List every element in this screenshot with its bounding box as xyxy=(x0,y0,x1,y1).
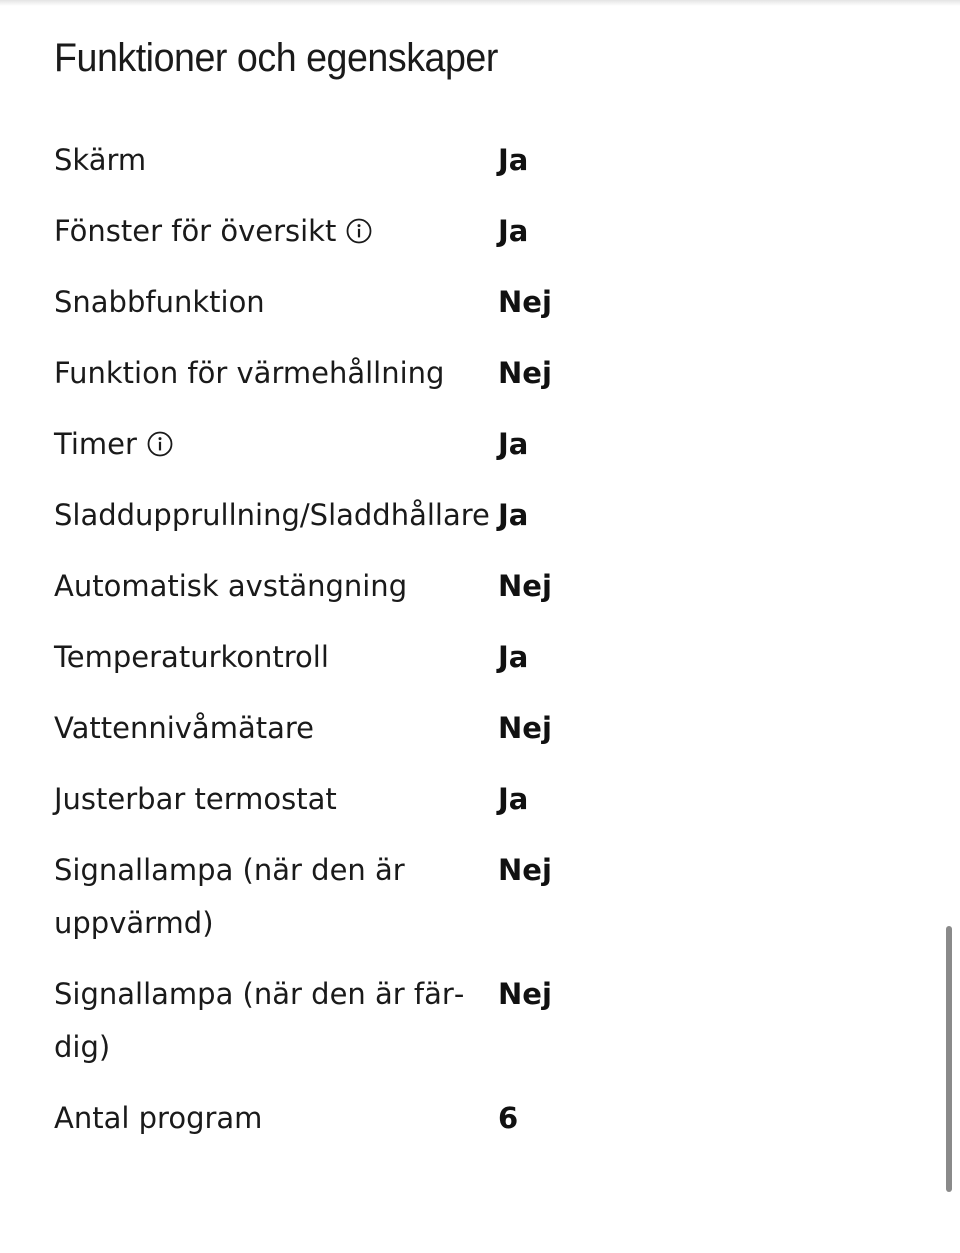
spec-value: Ja xyxy=(498,427,529,461)
spec-row-skarm xyxy=(54,130,914,201)
spec-row-antal-program xyxy=(54,1088,914,1159)
spec-label: Vattennivåmätare xyxy=(54,711,314,745)
spec-label: Skärm xyxy=(54,143,147,177)
spec-label: Temperaturkontroll xyxy=(54,640,329,674)
spec-value: Nej xyxy=(498,711,552,745)
spec-value: Nej xyxy=(498,285,552,319)
spec-label: Snabbfunktion xyxy=(54,285,265,319)
spec-label: Timer xyxy=(54,418,498,471)
info-circle-icon[interactable] xyxy=(147,431,173,457)
spec-label: Fönster för översikt xyxy=(54,205,498,258)
spec-value: Nej xyxy=(498,569,552,603)
spec-label: Funktion för värmehållning xyxy=(54,356,445,390)
spec-row-varmehallning xyxy=(54,343,914,414)
spec-row-signallampa-fardig xyxy=(54,964,914,1088)
info-circle-icon[interactable] xyxy=(346,218,372,244)
spec-value: Ja xyxy=(498,498,529,532)
spec-value: Nej xyxy=(498,356,552,390)
spec-value: Ja xyxy=(498,143,529,177)
spec-label: Sladdupprullning/Sladdhållare xyxy=(54,498,490,532)
spec-row-justerbar-termostat xyxy=(54,769,914,840)
spec-value: Nej xyxy=(498,977,552,1011)
spec-value: Ja xyxy=(498,782,529,816)
vertical-scrollbar[interactable] xyxy=(946,926,952,1192)
spec-value: Ja xyxy=(498,640,529,674)
spec-label: Signallampa (när den är färdig) xyxy=(54,977,465,1064)
spec-list xyxy=(54,130,914,1159)
spec-label: Automatisk avstängning xyxy=(54,569,408,603)
spec-row-signallampa-uppvarmd xyxy=(54,840,914,964)
top-divider-shadow xyxy=(0,0,960,6)
spec-value: Ja xyxy=(498,214,529,248)
spec-row-snabbfunktion xyxy=(54,272,914,343)
spec-value: 6 xyxy=(498,1101,519,1135)
spec-label: Signallampa (när den är uppvärmd) xyxy=(54,853,405,940)
spec-row-timer xyxy=(54,414,914,485)
section-title: Funktioner och egenskaper xyxy=(54,36,498,80)
spec-row-vattennivamatare xyxy=(54,698,914,769)
spec-row-temperaturkontroll xyxy=(54,627,914,698)
spec-row-automatisk-avstangning xyxy=(54,556,914,627)
spec-value: Nej xyxy=(498,853,552,887)
spec-row-sladdupprullning xyxy=(54,485,914,556)
spec-row-fonster-for-oversikt xyxy=(54,201,914,272)
spec-label: Justerbar termostat xyxy=(54,782,337,816)
spec-label: Antal program xyxy=(54,1101,263,1135)
